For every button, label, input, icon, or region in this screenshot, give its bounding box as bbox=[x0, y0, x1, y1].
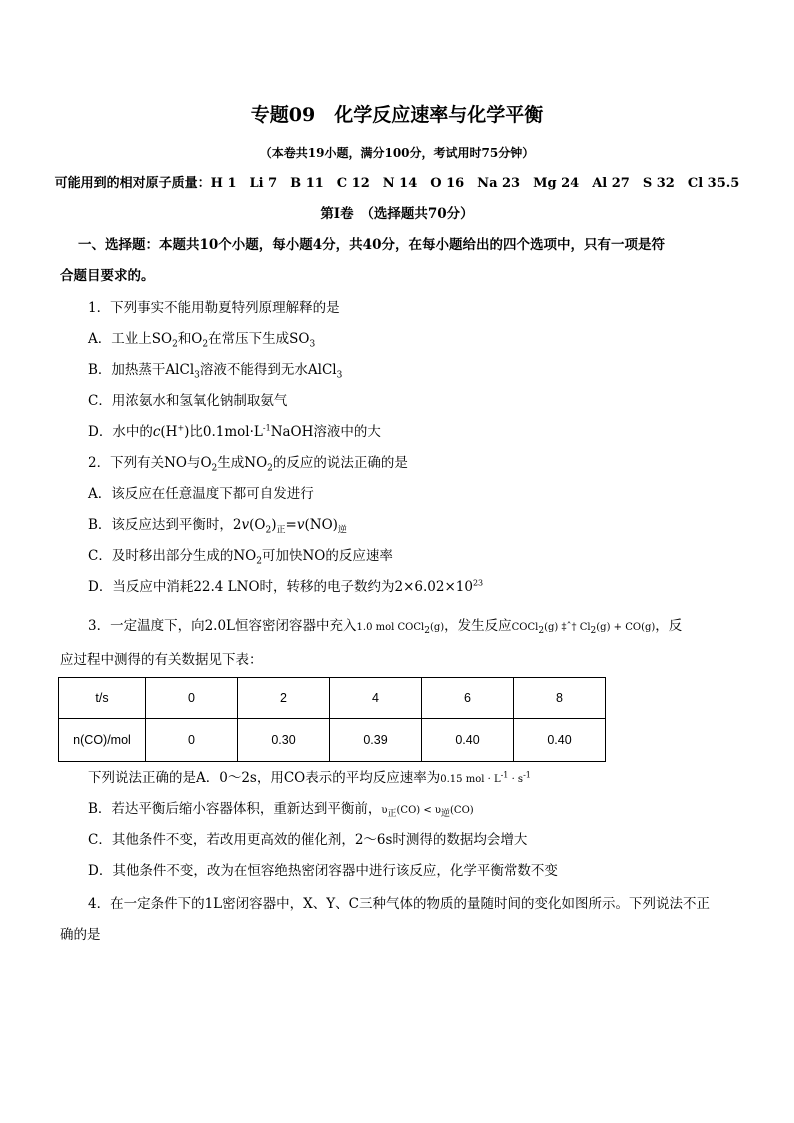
table-cell: 4 bbox=[330, 678, 422, 719]
q2-option-b: B．该反应达到平衡时，$2v(O_2)_正=v(NO)_逆$ bbox=[88, 517, 347, 536]
page-subtitle: （本卷共19小题，满分100分，考试用时75分钟） bbox=[259, 146, 535, 160]
atomic-masses: 可能用到的相对原子质量：H 1 Li 7 B 11 C 12 N 14 O 16 Na 23 Mg 24 Al 27 S 32 Cl 35.5 bbox=[54, 176, 740, 191]
q2-option-d: D．当反应中消耗22.4 LNO时，转移的电子数约为$2\times 6.02\times 10^{23}$ bbox=[88, 578, 484, 595]
q2-option-a: A．该反应在任意温度下都可自发进行 bbox=[88, 486, 314, 502]
table-cell: 0 bbox=[146, 678, 238, 719]
q1-option-d: D．水中的c(H+)比$0.1mol\cdot L^{-1}NaOH$溶液中的大 bbox=[88, 423, 381, 440]
table-cell: 0.40 bbox=[422, 719, 514, 762]
q1-option-a: A．工业上$SO_2$和$O_2$在常压下生成$SO_3$ bbox=[88, 331, 316, 350]
q1-option-c: C．用浓氨水和氢氧化钠制取氨气 bbox=[88, 393, 288, 409]
table-cell: 0.30 bbox=[238, 719, 330, 762]
table-cell: 6 bbox=[422, 678, 514, 719]
table-cell: 8 bbox=[514, 678, 606, 719]
table-cell: n(CO)/mol bbox=[59, 719, 146, 762]
q3-stem: 3．一定温度下，向2.0L恒容密闭容器中充入1.0 mol COCl2(g)，发生反应COCl2(g) ‡ˆ† Cl2(g) + CO(g)，反 bbox=[88, 618, 683, 636]
table-header-row bbox=[59, 678, 606, 719]
q3-data-table bbox=[58, 677, 606, 762]
instructions-line1: 一、选择题：本题共10个小题，每小题4分，共40分，在每小题给出的四个选项中，只有一项是符 bbox=[78, 237, 665, 253]
q4-stem-line1: 4．在一定条件下的1L密闭容器中，X、Y、C三种气体的物质的量随时间的变化如图所示。下列说法不正 bbox=[88, 896, 710, 912]
table-row bbox=[59, 719, 606, 762]
q3-option-b: B．若达平衡后缩小容器体积，重新达到平衡前，υ正(CO) < υ逆(CO) bbox=[88, 801, 474, 819]
equilibrium-arrow-icon: ‡ˆ† bbox=[561, 622, 577, 633]
table-cell: t/s bbox=[59, 678, 146, 719]
q2-option-c: C．及时移出部分生成的$NO_2$可加快NO的反应速率 bbox=[88, 548, 393, 567]
q3-option-c: C．其他条件不变，若改用更高效的催化剂，2～6s时测得的数据均会增大 bbox=[88, 832, 528, 848]
part1-title: 第I卷 （选择题共70分） bbox=[320, 206, 474, 222]
table-cell: 0.40 bbox=[514, 719, 606, 762]
q3-equation: COCl2(g) ‡ˆ† Cl2(g) + CO(g) bbox=[511, 622, 656, 636]
q4-stem-line2: 确的是 bbox=[60, 927, 101, 943]
q1-stem: 1．下列事实不能用勒夏特列原理解释的是 bbox=[88, 300, 340, 316]
table-cell: 0.39 bbox=[330, 719, 422, 762]
table-cell: 2 bbox=[238, 678, 330, 719]
q1-option-b: B．加热蒸干AlCl$_3$溶液不能得到无水AlCl$_3$ bbox=[88, 362, 343, 381]
q2-stem: 2．下列有关NO与$O_2$生成$NO_2$的反应的说法正确的是 bbox=[88, 455, 408, 474]
table-cell: 0 bbox=[146, 719, 238, 762]
instructions-line2: 合题目要求的。 bbox=[60, 268, 155, 284]
q3-stem-line2: 应过程中测得的有关数据见下表： bbox=[60, 652, 263, 668]
q3-option-d: D．其他条件不变，改为在恒容绝热密闭容器中进行该反应，化学平衡常数不变 bbox=[88, 863, 558, 879]
q3-option-a: 下列说法正确的是A．0～2s，用CO表示的平均反应速率为0.15 mol · $L^{-1} \cdot s^{-1}$ bbox=[88, 770, 531, 786]
page-title: 专题09 化学反应速率与化学平衡 bbox=[250, 104, 544, 126]
